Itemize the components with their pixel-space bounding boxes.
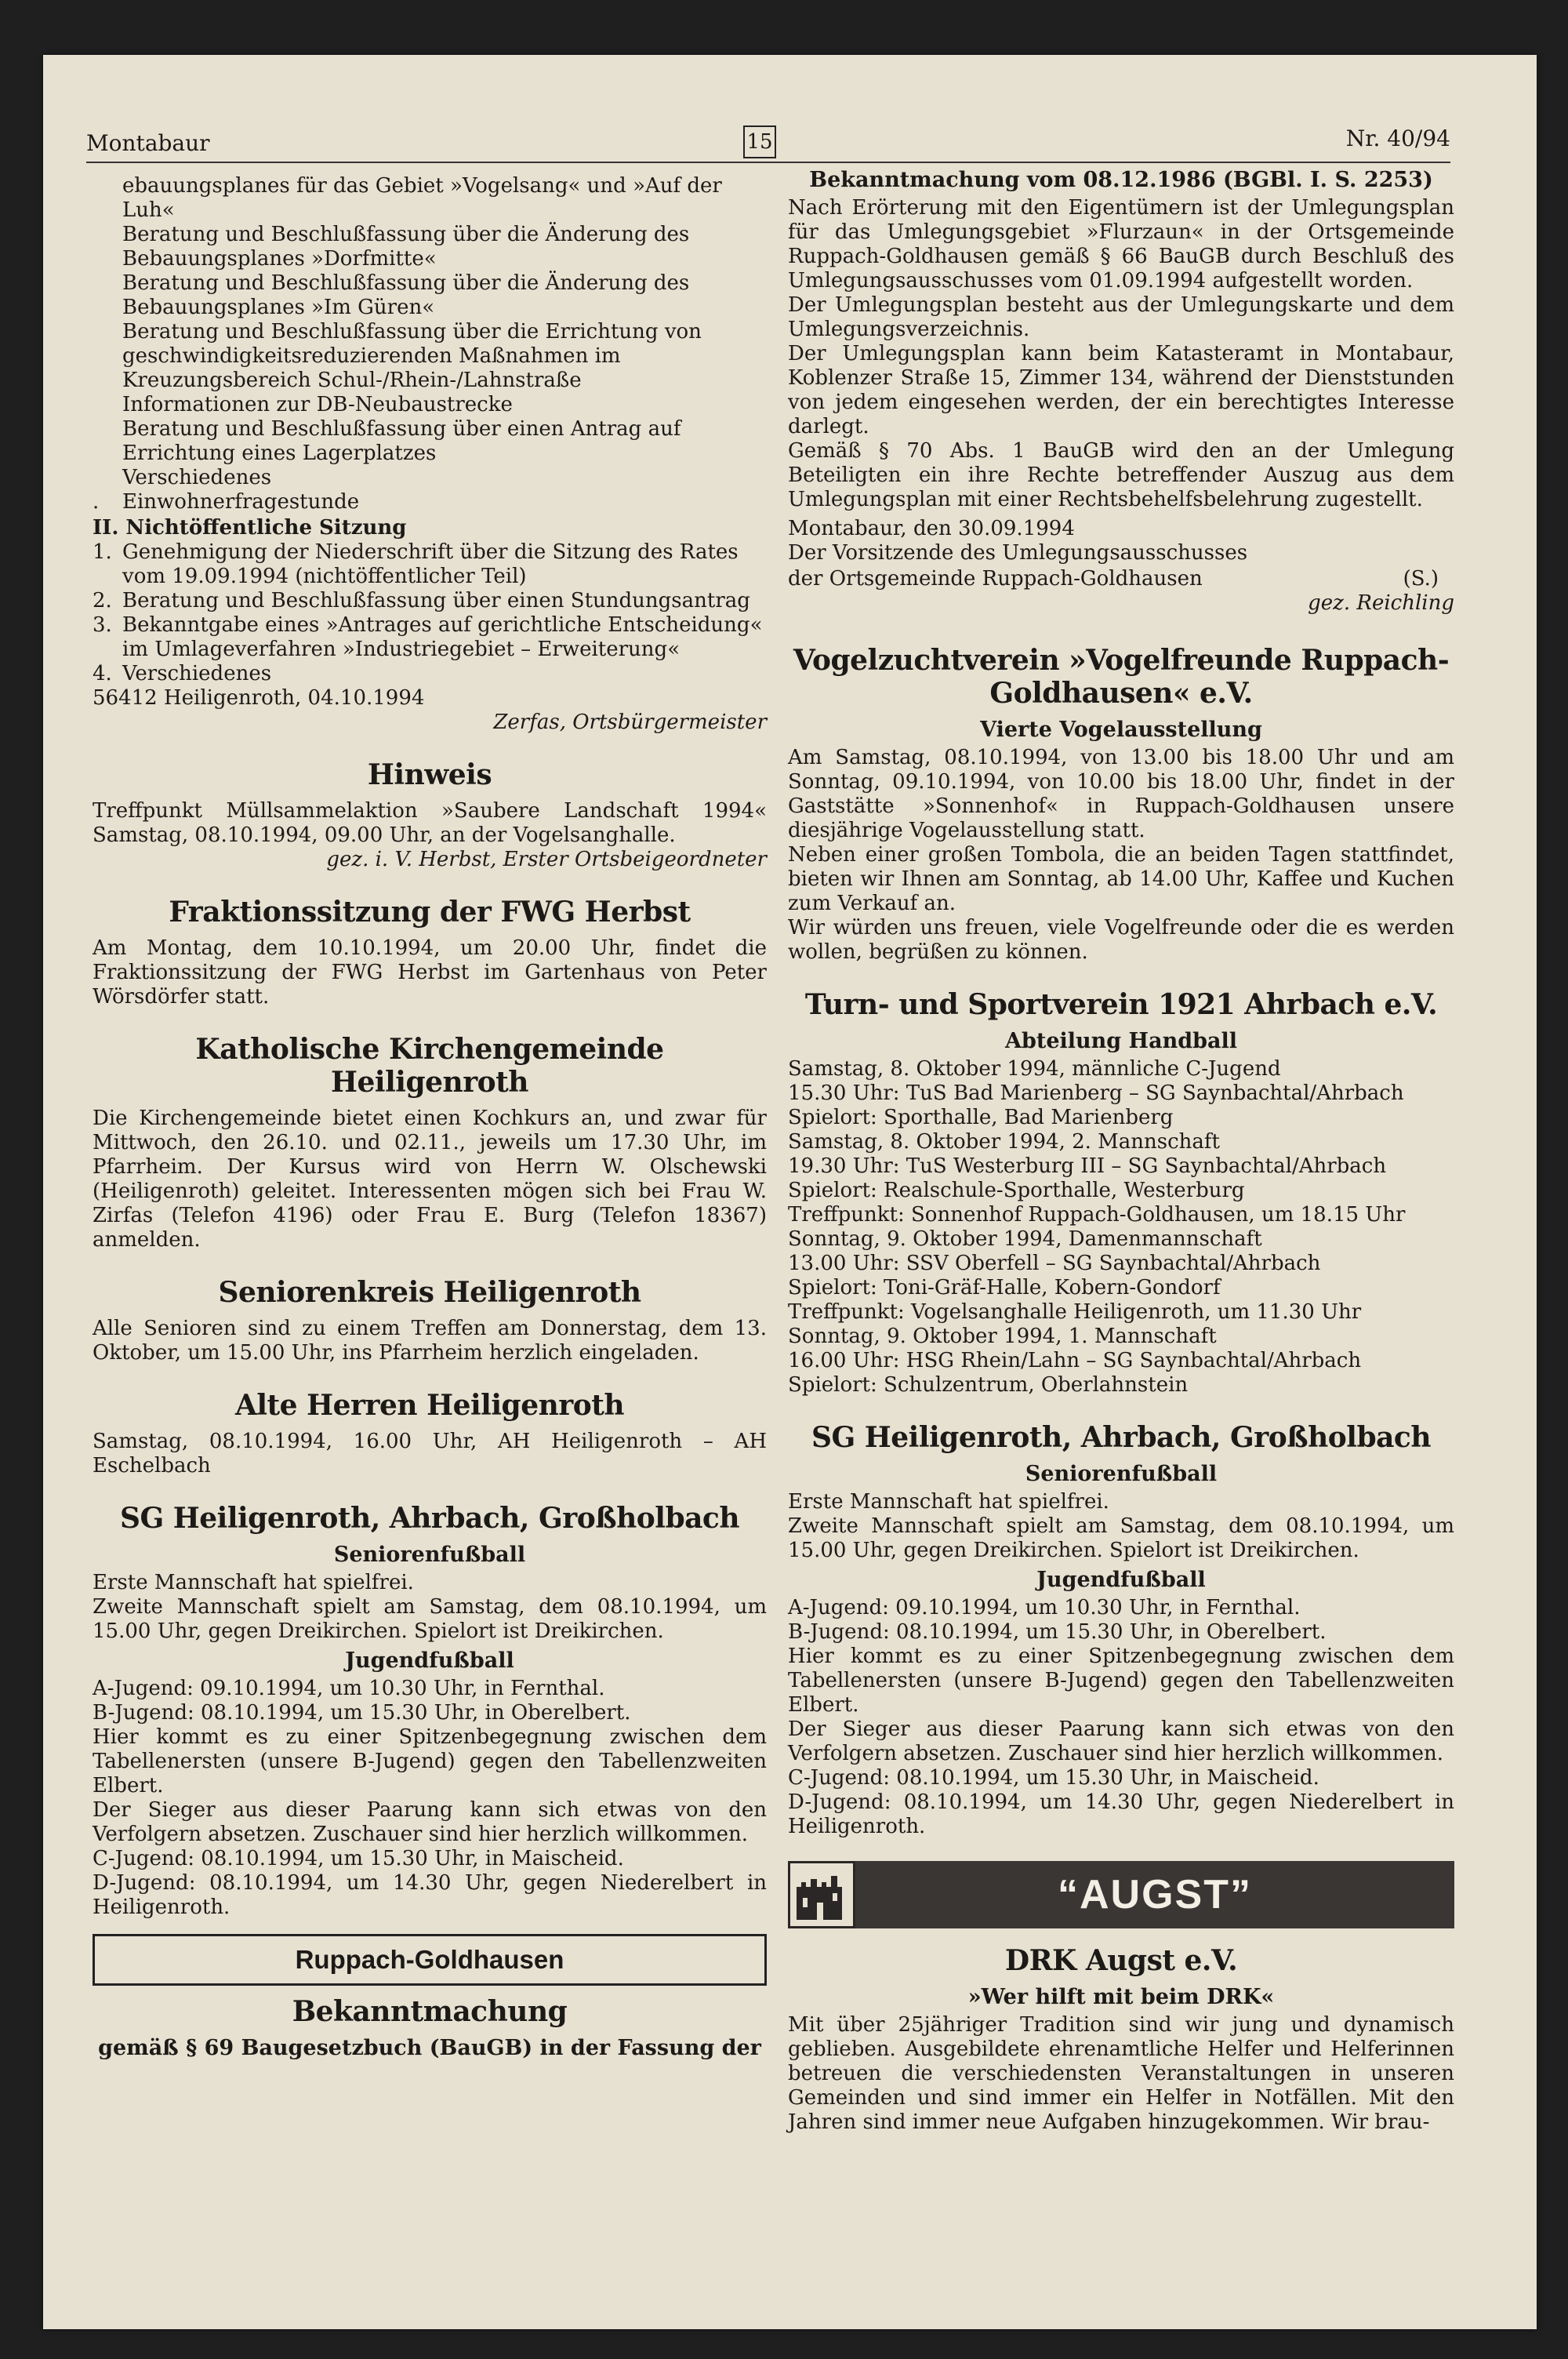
- turn-heading: Turn- und Sportverein 1921 Ahrbach e.V.: [804, 988, 1438, 1021]
- sg-text: C-Jugend: 08.10.1994, um 15.30 Uhr, in Maischeid.: [788, 1766, 1319, 1790]
- list-item: Treffpunkt: Sonnenhof Ruppach-Goldhausen, um 18.15 Uhr: [788, 1203, 1406, 1227]
- drk-subheading: »Wer hilft mit beim DRK«: [967, 1985, 1275, 2009]
- vogel-text: Am Samstag, 08.10.1994, von 13.00 bis 18.00 Uhr und am Sonntag, 09.10.1994, von 10.00 bis 18.00 Uhr, findet in der Gaststätte »Sonnenhof« in Ruppach-Goldhausen unsere diesjährige Vogelausstellung statt.: [788, 746, 1454, 842]
- bek-text: Der Umlegungsplan besteht aus der Umlegungskarte und dem Umlegungsverzeichnis.: [788, 293, 1454, 341]
- right-column: [788, 168, 1454, 2135]
- senioren-heading: Seniorenkreis Heiligenroth: [218, 1276, 641, 1309]
- bek-date: Montabaur, den 30.09.1994: [788, 517, 1075, 540]
- list-item: Samstag, 8. Oktober 1994, männliche C-Jugend: [788, 1057, 1281, 1081]
- list-item: Beratung und Beschlußfassung über die Errichtung von geschwindigkeitsreduzierenden Maßnahmen im Kreuzungsbereich Schul-/Rhein-/Lahnstraße: [122, 320, 702, 392]
- bek-chair-line1: Der Vorsitzende des Umlegungsausschusses: [788, 541, 1248, 565]
- alte-herren-heading: Alte Herren Heiligenroth: [234, 1389, 625, 1422]
- sg-text: D-Jugend: 08.10.1994, um 14.30 Uhr, gegen Niederelbert in Heiligenroth.: [93, 1871, 767, 1919]
- list-item: Spielort: Realschule-Sporthalle, Westerburg: [788, 1179, 1245, 1202]
- hinweis-text: Treffpunkt Müllsammelaktion »Saubere Landschaft 1994« Samstag, 08.10.1994, 09.00 Uhr, an der Vogelsanghalle.: [93, 799, 767, 847]
- list-item: Beratung und Beschlußfassung über einen Antrag auf Errichtung eines Lagerplatzes: [122, 417, 681, 465]
- list-item: Verschiedenes: [122, 466, 272, 489]
- sg-subheading-senioren-right: Seniorenfußball: [1025, 1462, 1218, 1486]
- sg-text: B-Jugend: 08.10.1994, um 15.30 Uhr, in Oberelbert.: [788, 1620, 1327, 1644]
- turn-schedule: [788, 1057, 1454, 1398]
- hinweis-signature: gez. i. V. Herbst, Erster Ortsbeigeordneter: [326, 848, 767, 871]
- list-item: 4. Verschiedenes: [93, 662, 272, 685]
- bek-seal-mark: (S.): [1403, 567, 1439, 591]
- vogel-heading: Vogelzuchtverein »Vogelfreunde Ruppach-Goldhausen« e.V.: [793, 644, 1450, 710]
- left-column: [93, 174, 767, 2064]
- sg-text: Zweite Mannschaft spielt am Samstag, dem 08.10.1994, um 15.00 Uhr, gegen Dreikirchen. Spielort ist Dreikirchen.: [93, 1595, 767, 1643]
- list-item: Beratung und Beschlußfassung über die Änderung des Bebauungsplanes »Dorfmitte«: [122, 223, 690, 271]
- kath-heading: Katholische Kirchengemeinde Heiligenroth: [195, 1033, 664, 1099]
- augst-banner: [788, 1861, 1454, 1928]
- fwg-heading: Fraktionssitzung der FWG Herbst: [169, 896, 691, 929]
- drk-text: Mit über 25jähriger Tradition sind wir jung und dynamisch geblieben. Ausgebildete ehrenamtliche Helfer und Helferinnen betreuen die verschiedensten Veranstaltungen in unseren Gemeinden und sind immer ein Helfer in Notfällen. Mit den Jahren sind immer neue Aufgaben hinzugekommen. Wir brau-: [788, 2013, 1454, 2134]
- kath-text: Die Kirchengemeinde bietet einen Kochkurs an, und zwar für Mittwoch, den 26.10. und 02.11., jeweils um 17.30 Uhr, im Pfarrheim. Der Kursus wird von Herrn W. Olschewski (Heiligenroth) geleitet. Interessenten mögen sich bei Frau W. Zirfas (Telefon 4196) oder Frau E. Burg (Telefon 18367) anmelden.: [93, 1107, 767, 1252]
- list-item: Spielort: Schulzentrum, Oberlahnstein: [788, 1373, 1189, 1397]
- sg-text: C-Jugend: 08.10.1994, um 15.30 Uhr, in Maischeid.: [93, 1847, 624, 1870]
- sg-subheading-jugend: Jugendfußball: [345, 1648, 514, 1673]
- sg-text: Der Sieger aus dieser Paarung kann sich etwas von den Verfolgern absetzen. Zuschauer sind hier herzlich willkommen.: [93, 1798, 767, 1846]
- sg-text: D-Jugend: 08.10.1994, um 14.30 Uhr, gegen Niederelbert in Heiligenroth.: [788, 1790, 1454, 1838]
- sg-text: B-Jugend: 08.10.1994, um 15.30 Uhr, in Oberelbert.: [93, 1701, 631, 1725]
- drk-heading: DRK Augst e.V.: [1004, 1944, 1238, 1977]
- sg-subheading-jugend-right: Jugendfußball: [1036, 1568, 1206, 1592]
- list-item: Samstag, 8. Oktober 1994, 2. Mannschaft: [788, 1130, 1221, 1154]
- list-item: ebauungsplanes für das Gebiet »Vogelsang« und »Auf der Luh«: [122, 174, 722, 222]
- sg-text: Erste Mannschaft hat spielfrei.: [93, 1571, 414, 1594]
- signature-name: Zerfas, Ortsbürgermeister: [493, 711, 767, 734]
- list-item: Treffpunkt: Vogelsanghalle Heiligenroth, um 11.30 Uhr: [788, 1300, 1362, 1324]
- sg-text: Erste Mannschaft hat spielfrei.: [788, 1490, 1109, 1514]
- signature-place-date: 56412 Heiligenroth, 04.10.1994: [93, 686, 425, 710]
- alte-herren-text: Samstag, 08.10.1994, 16.00 Uhr, AH Heiligenroth – AH Eschelbach: [93, 1430, 767, 1478]
- bek-text: Gemäß § 70 Abs. 1 BauGB wird den an der Umlegung Beteiligten ein ihre Rechte betreffender Auszug aus dem Umlegungsplan mit einer Rechtsbehelfsbelehrung zugestellt.: [788, 439, 1454, 511]
- list-item: Spielort: Sporthalle, Bad Marienberg: [788, 1106, 1174, 1129]
- bek-text: Nach Erörterung mit den Eigentümern ist der Umlegungsplan für das Umlegungsgebiet »Flurzaun« in der Ortsgemeinde Ruppach-Goldhausen gemäß § 66 BauGB durch Beschluß des Umlegungsausschusses vom 01.09.1994 aufgestellt worden.: [788, 196, 1454, 293]
- list-item: Informationen zur DB-Neubaustrecke: [122, 393, 513, 416]
- header-town: Montabaur: [86, 130, 210, 156]
- fwg-text: Am Montag, dem 10.10.1994, um 20.00 Uhr, findet die Fraktionssitzung der FWG Herbst im Gartenhaus von Peter Wörsdörfer statt.: [93, 936, 767, 1009]
- list-item: Sonntag, 9. Oktober 1994, Damenmannschaft: [788, 1227, 1262, 1251]
- bek-signature: gez. Reichling: [1308, 591, 1454, 615]
- closed-session-heading: II. Nichtöffentliche Sitzung: [93, 516, 407, 540]
- list-item: . Einwohnerfragestunde: [93, 490, 360, 514]
- senioren-text: Alle Senioren sind zu einem Treffen am Donnerstag, dem 13. Oktober, um 15.00 Uhr, ins Pfarrheim herzlich eingeladen.: [93, 1317, 767, 1365]
- list-item: 1. Genehmigung der Niederschrift über die Sitzung des Rates vom 19.09.1994 (nichtöffentlicher Teil): [93, 540, 739, 588]
- list-item: 16.00 Uhr: HSG Rhein/Lahn – SG Saynbachtal/Ahrbach: [788, 1349, 1362, 1372]
- list-item: Sonntag, 9. Oktober 1994, 1. Mannschaft: [788, 1325, 1217, 1348]
- bek-text: Der Umlegungsplan kann beim Katasteramt in Montabaur, Koblenzer Straße 15, Zimmer 134, während der Dienststunden von jedem eingesehen werden, der ein berechtigtes Interesse darlegt.: [788, 342, 1454, 438]
- section-header-ruppach: Ruppach-Goldhausen: [93, 1934, 767, 1986]
- vogel-text: Wir würden uns freuen, viele Vogelfreunde oder die es werden wollen, begrüßen zu können.: [788, 916, 1454, 964]
- list-item: 2. Beratung und Beschlußfassung über einen Stundungsantrag: [93, 589, 750, 612]
- public-agenda-list: [93, 174, 767, 514]
- list-item: 15.30 Uhr: TuS Bad Marienberg – SG Saynbachtal/Ahrbach: [788, 1081, 1404, 1105]
- list-item: 19.30 Uhr: TuS Westerburg III – SG Saynbachtal/Ahrbach: [788, 1154, 1387, 1178]
- hinweis-heading: Hinweis: [367, 758, 492, 791]
- vogel-text: Neben einer großen Tombola, die an beiden Tagen stattfindet, bieten wir Ihnen am Sonntag, ab 14.00 Uhr, Kaffee und Kuchen zum Verkauf an.: [788, 843, 1454, 915]
- closed-agenda-list: [93, 540, 767, 686]
- vogel-subheading: Vierte Vogelausstellung: [980, 718, 1262, 742]
- sg-heading: SG Heiligenroth, Ahrbach, Großholbach: [119, 1502, 740, 1535]
- sg-heading-right: SG Heiligenroth, Ahrbach, Großholbach: [811, 1421, 1432, 1454]
- bekanntmachung-continued-heading: Bekanntmachung vom 08.12.1986 (BGBl. I. S. 2253): [809, 168, 1433, 192]
- bekanntmachung-subheading: gemäß § 69 Baugesetzbuch (BauGB) in der Fassung der: [98, 2036, 761, 2060]
- sg-text: Der Sieger aus dieser Paarung kann sich etwas von den Verfolgern absetzen. Zuschauer sind hier herzlich willkommen.: [788, 1717, 1454, 1765]
- bek-chair-row: [788, 567, 1454, 591]
- issue-number: Nr. 40/94: [1345, 125, 1450, 151]
- list-item: Spielort: Toni-Gräf-Halle, Kobern-Gondorf: [788, 1276, 1221, 1299]
- bek-chair-line2: der Ortsgemeinde Ruppach-Goldhausen: [788, 567, 1203, 591]
- sg-text: A-Jugend: 09.10.1994, um 10.30 Uhr, in Fernthal.: [788, 1596, 1301, 1619]
- header-rule: [86, 162, 1450, 163]
- list-item: Beratung und Beschlußfassung über die Änderung des Bebauungsplanes »Im Güren«: [122, 271, 690, 319]
- sg-text: A-Jugend: 09.10.1994, um 10.30 Uhr, in Fernthal.: [93, 1677, 605, 1700]
- list-item: 3. Bekanntgabe eines »Antrages auf gerichtliche Entscheidung« im Umlageverfahren »Industriegebiet – Erweiterung«: [93, 613, 763, 661]
- castle-logo-icon: [788, 1861, 855, 1928]
- list-item: 13.00 Uhr: SSV Oberfell – SG Saynbachtal/Ahrbach: [788, 1252, 1321, 1275]
- augst-banner-title: “AUGST”: [1058, 1871, 1252, 1917]
- page-number: 15: [743, 125, 776, 158]
- bekanntmachung-heading: Bekanntmachung: [292, 1995, 568, 2028]
- sg-text: Hier kommt es zu einer Spitzenbegegnung zwischen dem Tabellenersten (unsere B-Jugend) gegen den Tabellenzweiten Elbert.: [93, 1725, 767, 1797]
- sg-text: Hier kommt es zu einer Spitzenbegegnung zwischen dem Tabellenersten (unsere B-Jugend) gegen den Tabellenzweiten Elbert.: [788, 1645, 1454, 1717]
- page-header: [86, 116, 1450, 163]
- turn-subheading: Abteilung Handball: [1005, 1029, 1237, 1053]
- sg-text: Zweite Mannschaft spielt am Samstag, dem 08.10.1994, um 15.00 Uhr, gegen Dreikirchen. Spielort ist Dreikirchen.: [788, 1514, 1454, 1562]
- sg-subheading-senioren: Seniorenfußball: [333, 1543, 526, 1567]
